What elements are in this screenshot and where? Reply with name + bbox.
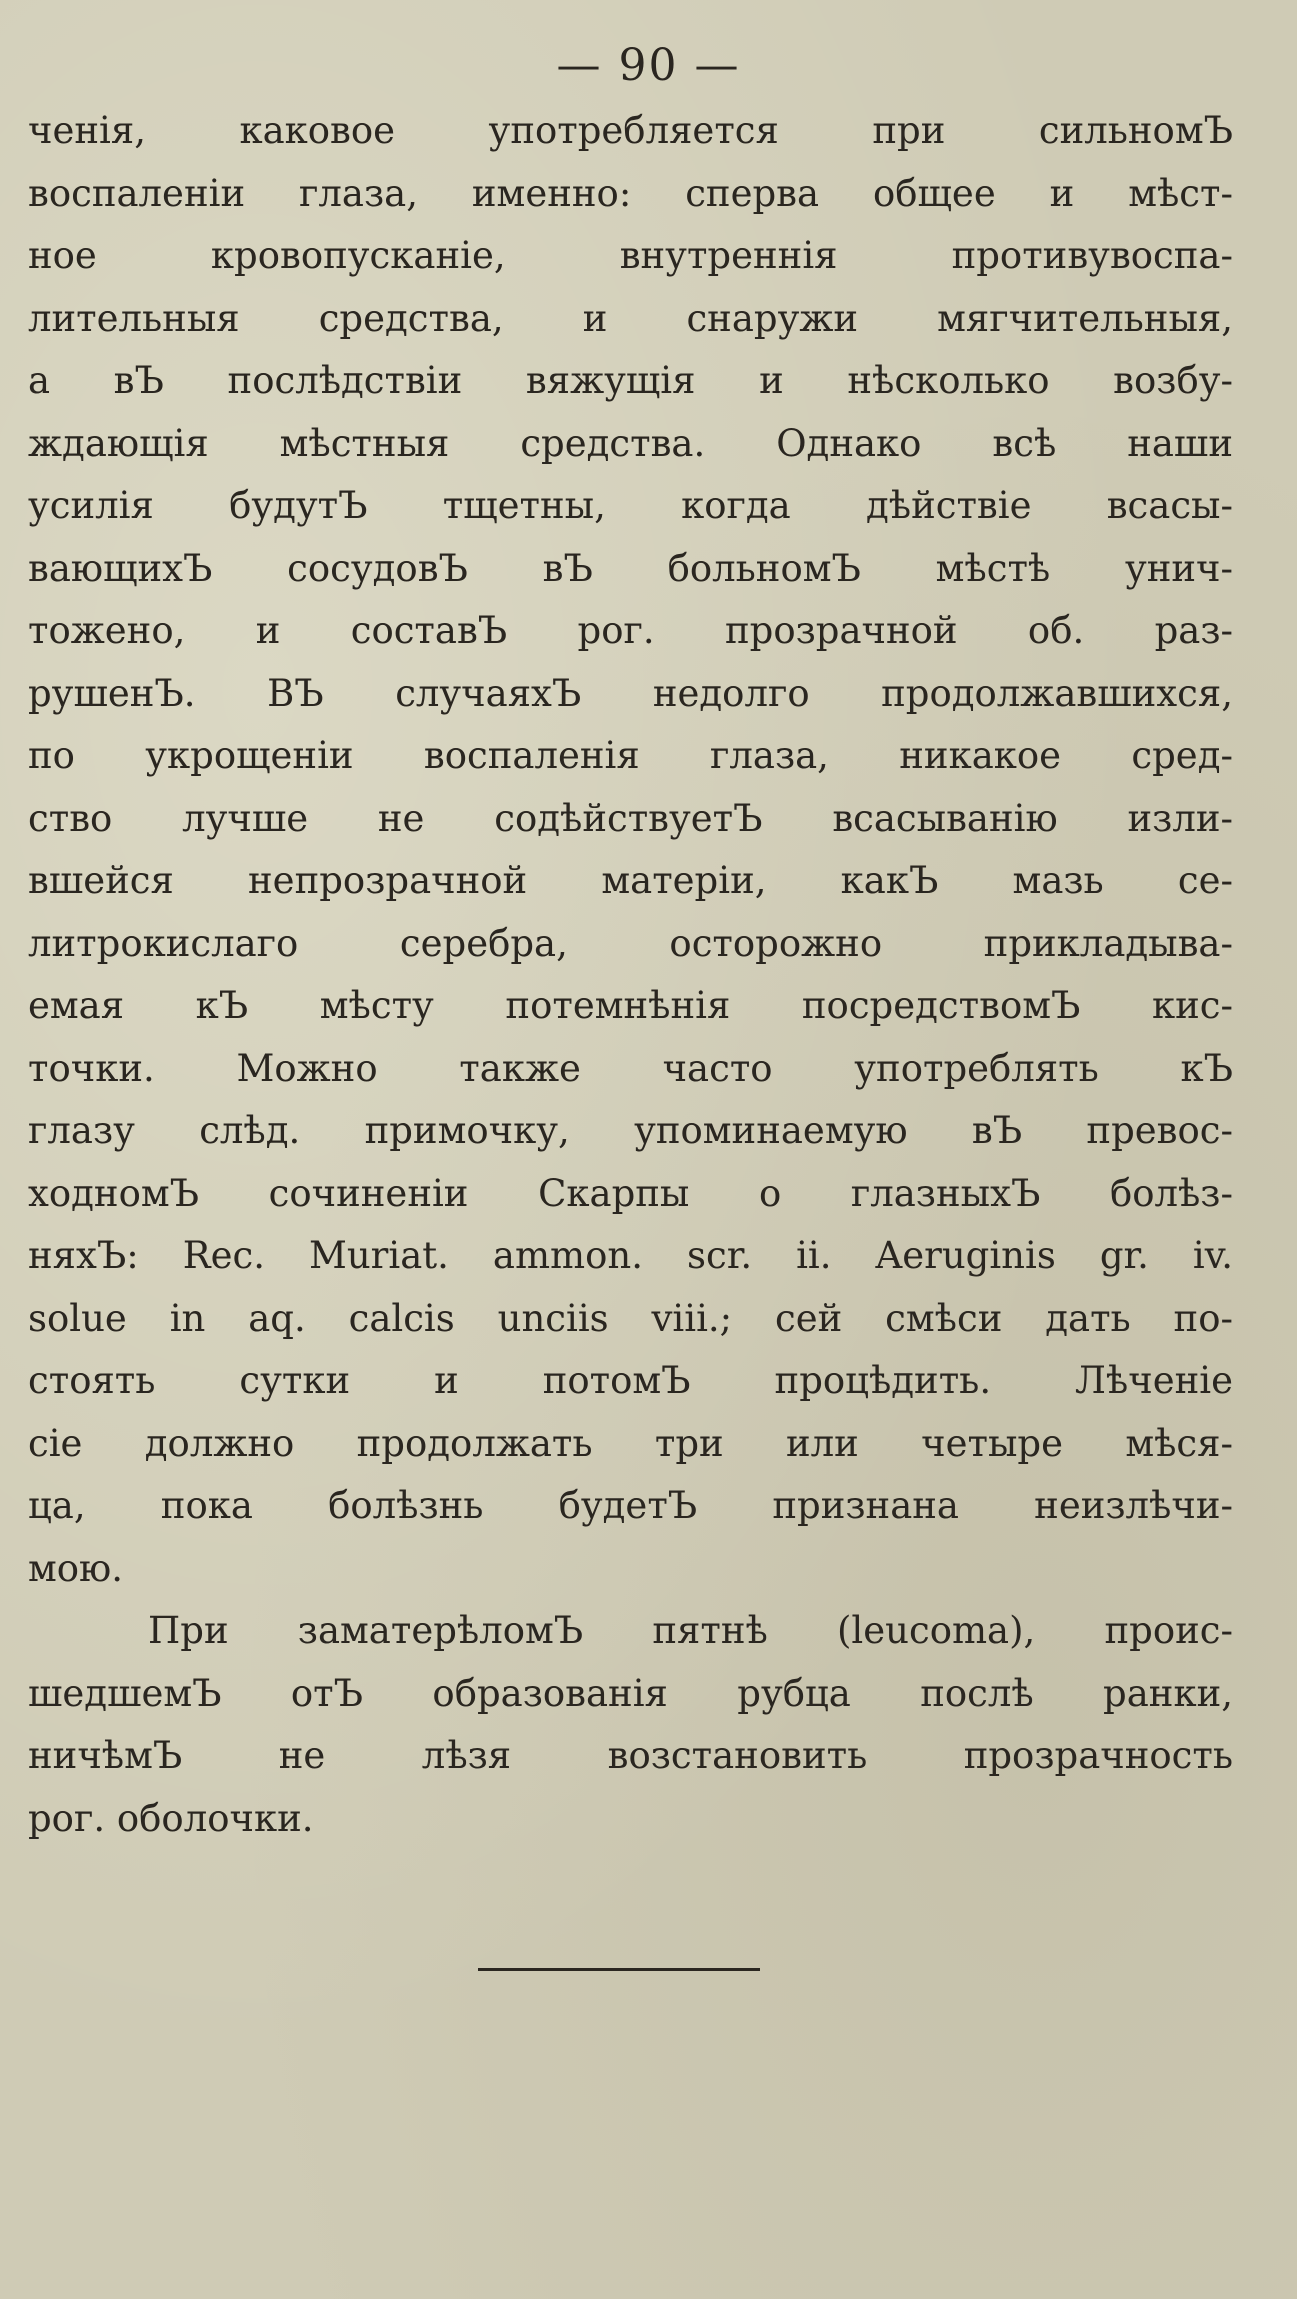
text-line: литрокислаго серебра, осторожно прикладыва-: [28, 921, 1233, 965]
text-line: ченія, каковое употребляется при сильномЪ: [28, 109, 1233, 152]
text-line: точки. Можно также часто употреблять кЪ: [28, 1046, 1233, 1090]
text-line: стоять сутки и потомЪ процѣдить. Лѣченіе: [28, 1359, 1233, 1402]
text-line: вающихЪ сосудовЪ вЪ больномЪ мѣстѣ унич-: [28, 546, 1233, 590]
text-line: тожено, и составЪ рог. прозрачной об. раз-: [28, 609, 1233, 652]
text-line: а вЪ послѣдствіи вяжущія и нѣсколько возбу-: [28, 359, 1233, 402]
text-line: рушенЪ. ВЪ случаяхЪ недолго продолжавшихся,: [28, 671, 1233, 715]
text-line: сіе должно продолжать три или четыре мѣся-: [28, 1421, 1233, 1465]
paragraph-2: [28, 1600, 1233, 1850]
text-line: ца, пока болѣзнь будетЪ признана неизлѣчи-: [28, 1484, 1233, 1527]
page-number: — 90 —: [556, 40, 741, 91]
text-line: ство лучше не содѣйствуетЪ всасыванію изли-: [28, 796, 1233, 840]
text-line: ждающія мѣстныя средства. Однако всѣ наши: [28, 421, 1233, 465]
text-line: по укрощеніи воспаленія глаза, никакое сред-: [28, 734, 1233, 777]
text-line: вшейся непрозрачной матеріи, какЪ мазь се-: [28, 859, 1233, 902]
body-text: [28, 100, 1233, 1850]
text-line: няхЪ: Rec. Muriat. ammon. scr. ii. Aeruginis gr. iv.: [28, 1234, 1233, 1277]
text-line: ничѣмЪ не лѣзя возстановить прозрачность: [28, 1734, 1233, 1777]
section-divider-rule: [478, 1968, 760, 1971]
text-line: При заматерѣломЪ пятнѣ (leucoma), проис-: [148, 1609, 1233, 1652]
text-line: solue in aq. calcis unciis viii.; сей смѣси дать по-: [28, 1296, 1233, 1340]
text-line: глазу слѣд. примочку, упоминаемую вЪ превос-: [28, 1109, 1233, 1152]
text-line: мою.: [28, 1546, 124, 1590]
text-line: усилія будутЪ тщетны, когда дѣйствіе всасы-: [28, 484, 1233, 527]
text-line: ное кровопусканіе, внутреннія противувоспа-: [28, 234, 1233, 277]
paragraph-1: [28, 100, 1233, 1600]
text-line: воспаленіи глаза, именно: сперва общее и мѣст-: [28, 171, 1233, 215]
text-line: лительныя средства, и снаружи мягчительныя,: [28, 296, 1233, 340]
text-line: шедшемЪ отЪ образованія рубца послѣ ранки,: [28, 1671, 1233, 1715]
text-line: ходномЪ сочиненіи Скарпы о глазныхЪ болѣз-: [28, 1171, 1233, 1215]
text-line: емая кЪ мѣсту потемнѣнія посредствомЪ кис-: [28, 984, 1233, 1027]
text-line: рог. оболочки.: [28, 1796, 314, 1840]
